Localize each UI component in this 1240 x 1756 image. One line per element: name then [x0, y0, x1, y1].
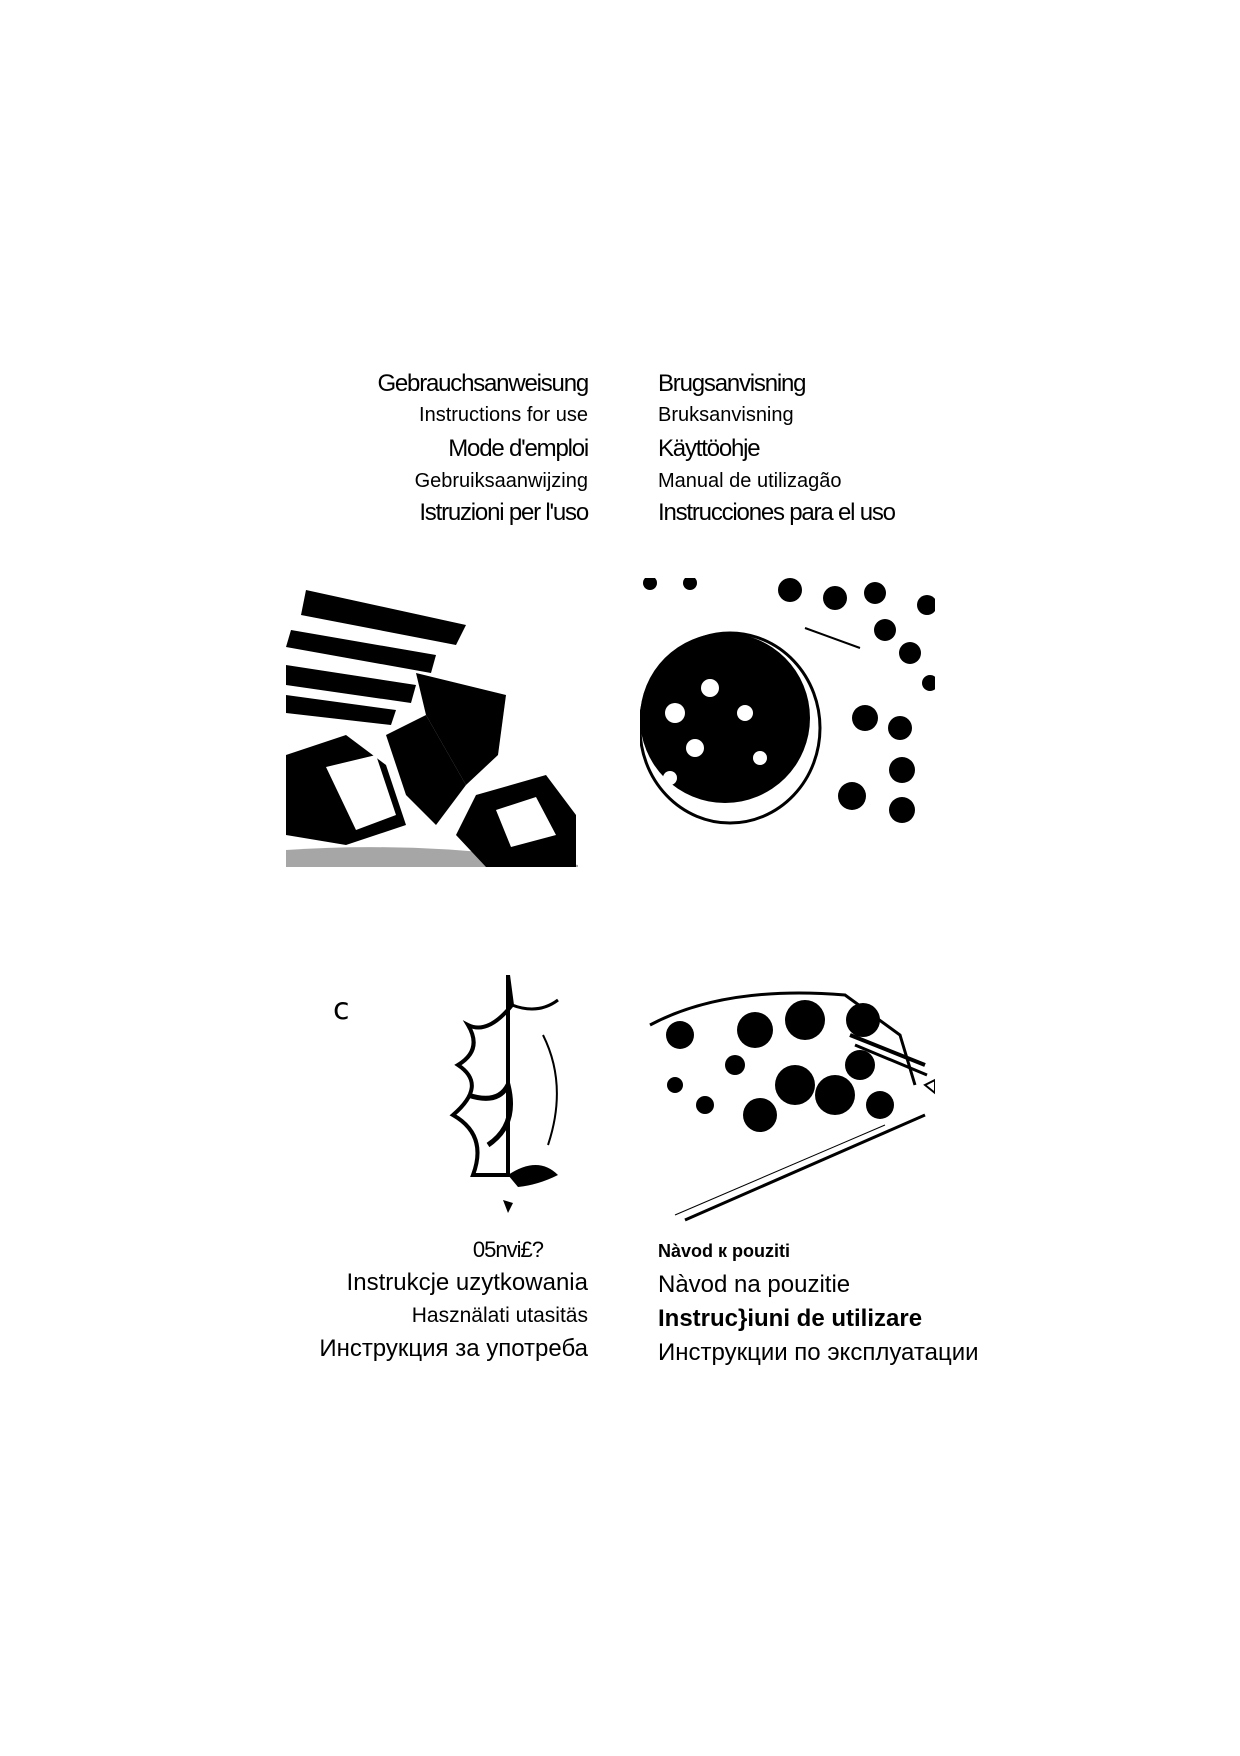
title-pt: Manual de utilizagão [658, 470, 842, 492]
title-ro: Instruc}iuni de utilizare [658, 1305, 923, 1332]
title-nl: Gebruiksaanwijzing [414, 470, 588, 492]
title-en: Instructions for use [419, 404, 588, 426]
title-pl: Instrukcje uzytkowania [346, 1269, 588, 1296]
title-ru: Инструкции по эксплуатации [658, 1339, 979, 1366]
cake-photo [286, 585, 578, 867]
title-it: Istruzioni per l'uso [419, 499, 588, 526]
title-cz-alt: 05nvi£? [472, 1237, 543, 1262]
leaf-plate-photo [448, 975, 570, 1215]
title-bg: Инструкция за употреба [319, 1335, 588, 1362]
title-de: Gebrauchsanweisung [377, 370, 588, 397]
title-block-top-right [658, 372, 895, 525]
title-cs: Nàvod к pouziti [658, 1241, 791, 1261]
title-da: Brugsanvisning [658, 370, 806, 397]
title-block-bottom-left [319, 1239, 588, 1361]
title-block-top-left [377, 372, 588, 525]
title-es: Instrucciones para el uso [658, 499, 895, 526]
berry-tart-photo [645, 975, 935, 1225]
stray-letter: c [333, 992, 350, 1027]
title-sk: Nàvod na pouzitie [658, 1271, 851, 1298]
title-fr: Mode d'emploi [448, 435, 588, 462]
title-sv: Bruksanvisning [658, 404, 794, 426]
title-hu: Hasznälati utasitäs [411, 1304, 588, 1327]
title-block-bottom-right [658, 1242, 979, 1365]
title-fi: Käyttöohje [658, 435, 760, 462]
berries-bowl-photo [640, 578, 935, 830]
